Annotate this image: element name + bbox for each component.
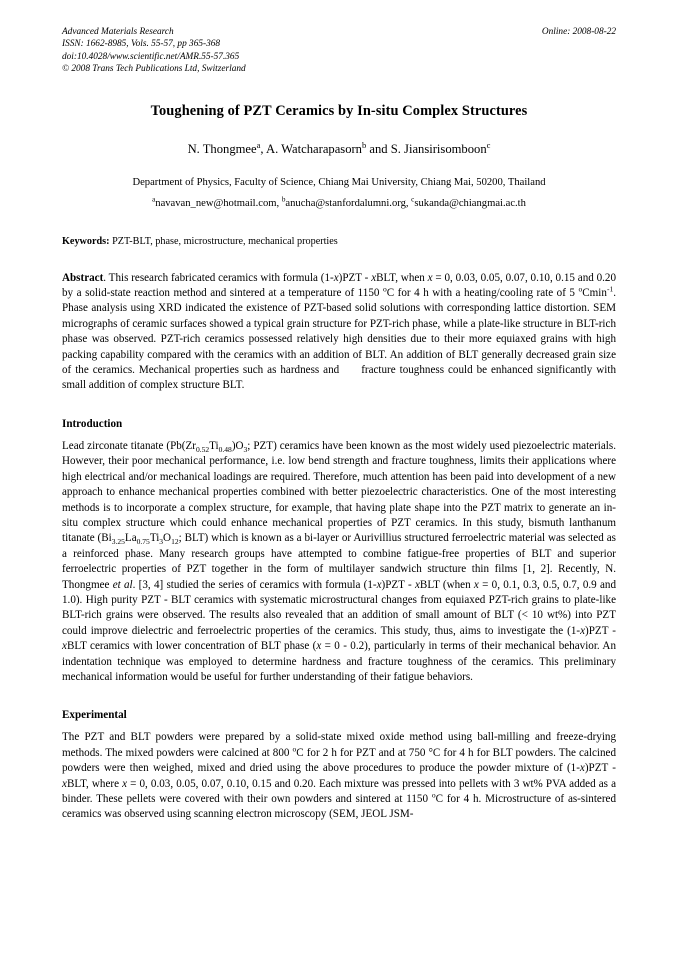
section-heading-introduction: Introduction xyxy=(62,417,123,430)
exp-var-x1: x xyxy=(579,762,585,775)
abstract-t1: . This research fabricated ceramics with formula (1- xyxy=(103,271,334,284)
intro-sub-6: 3 xyxy=(159,537,164,547)
abstract-label: Abstract xyxy=(62,271,104,284)
author-sep-2: and xyxy=(366,141,391,156)
intro-var-x5: x xyxy=(62,640,67,653)
intro-t1: Lead zirconate titanate (Pb(Zr xyxy=(62,439,196,452)
author-2-marker: b xyxy=(361,139,367,150)
section-heading-experimental: Experimental xyxy=(62,709,127,722)
intro-t15: = 0 - 0.2), particularly in terms of their mechanical behavior. An indentation technique was employed to determine hardness and fracture toughness of the ceramics. This preliminary mechanical information would be useful for further understanding of their fatigue behaviors. xyxy=(62,640,616,683)
abstract-var-x3: x xyxy=(427,271,433,284)
doi-line: doi:10.4028/www.scientific.net/AMR.55-57.365 xyxy=(62,51,240,62)
intro-sub-5: 0.75 xyxy=(136,537,150,547)
intro-var-x4: x xyxy=(580,624,586,637)
abstract-t2: )PZT - xyxy=(338,271,372,284)
abstract-t7: . Phase analysis using XRD indicated the existence of PZT-based solid solutions with corresponding lattice distortion. SEM micrographs of ceramic surfaces showed a typical grain structure for PZT-rich phase, while a plate-like structure in BLT-rich phase was observed. PZT-rich ceramics possessed relatively high densities due to their more equiaxed grains with high packing capability compared with the ceramics with an addition of BLT. An addition of BLT generally decreased grain size of the ceramics. Mechanical properties such as hardness and xyxy=(62,287,617,377)
paragraph-introduction xyxy=(62,439,616,686)
exp-sup-deg-2: o xyxy=(431,790,436,800)
intro-t12: = 0, 0.1, 0.3, 0.5, 0.7, 0.9 and 1.0). High purity PZT - BLT ceramics with systematic microstructural changes from equiaxed PZT-rich grains to plate-like BLT-rich grains were observed. The results also revealed that an addition of small amount of BLT (< 10 wt%) into PZT could improve dielectric and ferroelectric properties of the ceramics. This study, thus, aims to investigate the (1- xyxy=(62,578,616,637)
email-marker-a: a xyxy=(152,195,156,204)
exp-var-x3: x xyxy=(122,777,128,790)
abstract-var-x2: x xyxy=(371,271,377,284)
online-date: Online: 2008-08-22 xyxy=(541,27,616,37)
intro-t2: Ti xyxy=(209,439,219,452)
exp-sup-deg-1: o xyxy=(292,744,297,754)
paragraph-experimental xyxy=(62,730,616,822)
author-3-name: S. Jiansirisomboon xyxy=(390,141,487,156)
author-3-marker: c xyxy=(486,139,491,150)
keywords-value: PZT-BLT, phase, microstructure, mechanical properties xyxy=(109,235,338,247)
intro-t14: BLT ceramics with lower concentration of BLT phase ( xyxy=(66,640,317,653)
exp-var-x2: x xyxy=(62,777,67,790)
intro-t10: )PZT - xyxy=(381,578,415,591)
intro-t13: )PZT - xyxy=(585,624,616,637)
abstract-var-x1: x xyxy=(333,271,339,284)
intro-var-x6: x xyxy=(316,640,322,653)
email-a: navavan_new@hotmail.com, xyxy=(155,197,282,209)
exp-t5: = 0, 0.03, 0.05, 0.07, 0.10, 0.15 and 0.20. Each mixture was pressed into pellets with 3 wt% PVA added as a binder. These pellets were covered with their own powders and sintered at 1150 xyxy=(62,777,616,805)
author-emails xyxy=(62,196,616,211)
intro-sub-3: 3 xyxy=(243,445,248,455)
exp-t2: C for 2 h for PZT and at 750 °C for 4 h for BLT powders. The calcined powders were then weighed, mixed and dried using the above procedures to produce the powder mixture of (1- xyxy=(62,746,616,775)
abstract-t6: Cmin xyxy=(582,287,607,300)
email-b: anucha@stanfordalumni.org, xyxy=(285,197,412,209)
keywords-line xyxy=(62,236,616,247)
abstract-sup-exp: -1 xyxy=(606,284,614,294)
intro-etal: et al xyxy=(112,578,133,591)
abstract-sup-deg-2: o xyxy=(578,284,583,294)
author-1-marker: a xyxy=(256,139,261,150)
exp-t4: BLT, where xyxy=(66,777,123,790)
abstract-t4: = 0, 0.03, 0.05, 0.07, 0.10, 0.15 and 0.20 by a solid-state reaction method and sintered at a temperature of 1150 xyxy=(62,271,617,300)
intro-t11: BLT (when xyxy=(419,578,474,591)
author-2-name: A. Watcharapasorn xyxy=(266,141,362,156)
abstract-t8: fracture toughness could be enhanced significantly with small addition of complex structure BLT. xyxy=(62,364,616,392)
author-sep-1: , xyxy=(260,141,267,156)
exp-t1: The PZT and BLT powders were prepared by a solid-state mixed oxide method using ball-milling and freeze-drying methods. The mixed powders were calcined at 800 xyxy=(62,731,616,759)
issn-line: ISSN: 1662-8985, Vols. 55-57, pp 365-368 xyxy=(62,39,221,50)
intro-t3: )O xyxy=(231,439,244,452)
intro-var-x2: x xyxy=(414,578,420,591)
page-title: Toughening of PZT Ceramics by In-situ Complex Structures xyxy=(150,102,528,119)
intro-sub-2: 0.48 xyxy=(218,445,232,455)
author-list xyxy=(62,139,616,157)
intro-var-x3: x xyxy=(473,578,479,591)
email-marker-c: c xyxy=(411,195,415,204)
copyright-line: © 2008 Trans Tech Publications Ltd, Switzerland xyxy=(62,64,246,75)
intro-sub-1: 0.52 xyxy=(195,445,210,455)
intro-sub-7: 12 xyxy=(171,537,179,547)
keywords-label: Keywords: xyxy=(62,235,110,247)
intro-var-x1: x xyxy=(376,578,382,591)
author-1-name: N. Thongmee xyxy=(187,141,257,156)
affiliation: Department of Physics, Faculty of Science, Chiang Mai University, Chiang Mai, 50200, Thailand xyxy=(132,176,546,188)
intro-t6: Ti xyxy=(149,532,160,545)
exp-t6: C for 4 h. Microstructure of as-sintered ceramics was observed using scanning electron microscopy (SEM, JEOL JSM- xyxy=(62,793,616,821)
intro-sub-4: 3.25 xyxy=(111,537,125,547)
intro-t8: ; BLT) which is known as a bi-layer or Aurivillius structured ferroelectric material was selected as a reinforced phase. Many research groups have attempted to combine fatigue-free properties of BLT and superior ferroelectric properties of PZT together in the form of multilayer sandwich structure thin films [1, 2]. Recently, N. Thongmee xyxy=(62,532,616,591)
exp-t3: )PZT - xyxy=(584,762,616,775)
abstract-sup-deg-1: o xyxy=(382,284,387,294)
journal-header xyxy=(62,26,616,76)
intro-t4: ; PZT) ceramics have been known as the most widely used piezoelectric materials. However, their poor mechanical performance, i.e. low bend strength and fracture toughness, limits their applications where high electrical and/or mechanical loadings are required. Therefore, much attention has been paid into development of a new approach to enhance mechanical properties combined with better piezoelectric characteristics. One of the most interesting methods is to incorporate a complex structure, for example, that having plate shape into the PZT matrix to generate an in-situ complex structure which could enhance mechanical properties of PZT ceramics. In this study, bismuth lanthanum titanate (Bi xyxy=(62,439,616,545)
email-marker-b: b xyxy=(281,195,286,204)
header-left-lines xyxy=(62,26,482,76)
abstract-t5: C for 4 h with a heating/cooling rate of 5 xyxy=(386,287,579,300)
intro-t5: La xyxy=(124,532,137,545)
intro-t7: O xyxy=(163,532,172,545)
abstract-t3: BLT, when xyxy=(376,271,428,284)
abstract-paragraph xyxy=(62,271,616,394)
intro-t9: . [3, 4] studied the series of ceramics with formula (1- xyxy=(132,578,377,591)
journal-name: Advanced Materials Research xyxy=(62,27,174,37)
email-c: sukanda@chiangmai.ac.th xyxy=(414,197,526,209)
